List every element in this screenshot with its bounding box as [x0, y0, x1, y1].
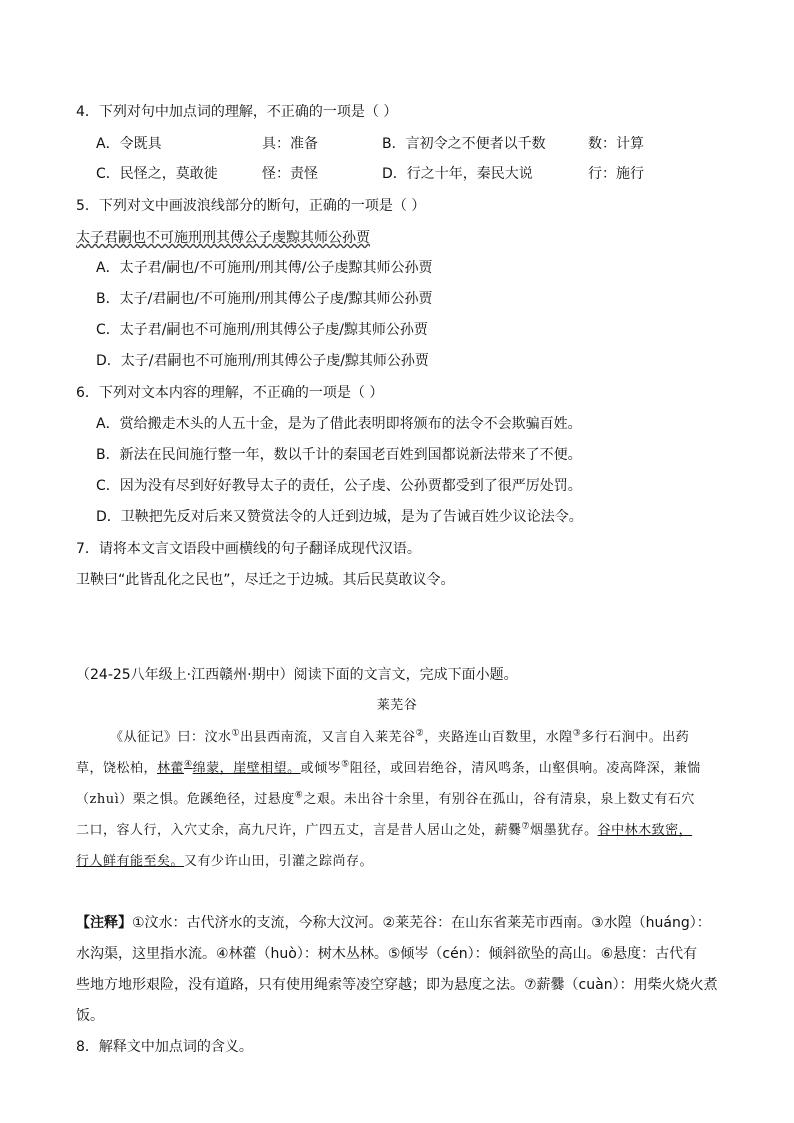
q7-sentence: 卫鞅曰“此皆乱化之民也”，尽迁之于边城。其后民莫敢议令。	[76, 572, 455, 588]
q4-option-c-gloss: 怪：责怪	[262, 166, 318, 182]
footnote-marker: ⑥	[294, 790, 304, 801]
footnote-marker: ⑤	[341, 759, 350, 770]
passage-text: ，夹路连山百数里，水隍	[424, 730, 573, 745]
notes-line-1	[76, 913, 711, 933]
q6-option-c: C．因为没有尽到好好教导太子的责任，公子虔、公孙贾都受到了很严厉处罚。	[96, 478, 582, 494]
passage-text: 多行石涧中。出药	[581, 730, 690, 745]
q5-option-d: D．太子/君嗣也不可施刑/刑其傅公子虔/黥其师公孙贾	[96, 353, 429, 369]
footnote-marker: ⑦	[521, 821, 531, 832]
passage-title: 莱芜谷	[376, 698, 418, 713]
footnote-marker: ①	[231, 728, 241, 739]
passage-text: 出县西南流，又言自入莱芜谷	[240, 730, 416, 745]
underlined-sentence: 林藿	[157, 761, 185, 776]
q5-option-a: A．太子君/嗣也/不可施刑/刑其傅/公子虔黥其师公孙贾	[96, 260, 433, 276]
passage-text: 烟墨犹存。	[530, 823, 598, 838]
passage-line-2	[76, 759, 701, 779]
passage-text: 或倾岑	[300, 761, 342, 776]
passage-intro: （24-25八年级上·江西赣州·期中）阅读下面的文言文，完成下面小题。	[76, 667, 518, 683]
footnote-marker: ③	[572, 728, 582, 739]
notes-label: 【注释】	[76, 915, 132, 931]
passage-line-5	[76, 852, 373, 872]
passage-line-4	[76, 821, 692, 841]
q6-option-d: D．卫鞅把先反对后来又赞赏法令的人迁到边城，是为了告诫百姓少议论法令。	[96, 509, 583, 525]
notes-line-4: 饭。	[76, 1008, 104, 1024]
q4-option-a-gloss: 具：准备	[262, 136, 318, 152]
q4-option-a: A．令既具	[96, 136, 162, 152]
notes-line-2: 水沟渠，这里指水流。④林藿（huò）：树木丛林。⑤倾岑（cén）：倾斜欲坠的高山。⑥悬度：古代有	[76, 946, 698, 962]
passage-text: 草，饶松柏，	[76, 761, 158, 776]
q5-stem: 5．下列对文中画波浪线部分的断句，正确的一项是（ ）	[76, 198, 426, 214]
passage-text: 阻径，或回岩绝谷，清风鸣条，山壑俱响。凌高降深，兼惴	[349, 761, 701, 776]
q5-option-c: C．太子君/嗣也不可施刑/刑其傅公子虔/黥其师公孙贾	[96, 322, 428, 338]
q4-option-c: C．民怪之，莫敢徙	[96, 166, 218, 182]
passage-text: 二口，容人行，入穴丈余，高九尺许，广四五丈，言是昔人居山之处，薪爨	[76, 823, 522, 838]
footnote-marker: ④	[184, 759, 193, 770]
notes-text-1: ①汶水：古代济水的支流，今称大汶河。②莱芜谷：在山东省莱芜市西南。③水隍（huáng）：	[132, 915, 711, 931]
underlined-sentence: 谷中林木致密，	[597, 823, 693, 838]
q6-stem: 6．下列对文本内容的理解，不正确的一项是（ ）	[76, 385, 384, 401]
q4-stem: 4．下列对句中加点词的理解，不正确的一项是（ ）	[76, 104, 398, 120]
q4-option-b-gloss: 数：计算	[588, 136, 644, 152]
q6-option-a: A．赏给搬走木头的人五十金，是为了借此表明即将颁布的法令不会欺骗百姓。	[96, 416, 582, 432]
q5-sentence: 太子君嗣也不可施刑刑其傅公子虔黥其师公孙贾	[76, 230, 370, 246]
q8-stem: 8．解释文中加点词的含义。	[76, 1039, 253, 1055]
underlined-sentence: 行人鲜有能至矣。	[76, 854, 185, 869]
underlined-sentence: 绵蒙，崖壁相望。	[192, 761, 301, 776]
passage-line-3	[76, 790, 695, 810]
q6-option-b: B．新法在民间施行整一年，数以千计的秦国老百姓到国都说新法带来了不便。	[96, 447, 582, 463]
q4-option-d-gloss: 行：施行	[588, 166, 644, 182]
passage-text: 又有少许山田，引灌之踪尚存。	[184, 854, 374, 869]
passage-text: 之艰。未出谷十余里，有别谷在孤山，谷有清泉，泉上数丈有石穴	[303, 792, 695, 807]
notes-line-3: 些地方地形艰险，没有道路，只有使用绳索等凌空穿越；即为悬度之法。⑦薪爨（cuàn）：用柴火烧火煮	[76, 977, 718, 993]
passage-text: （zhuì）栗之惧。危蹊绝径，过悬度	[76, 792, 295, 807]
passage-text: 《从征记》曰：汶水	[110, 730, 232, 745]
passage-line-1	[110, 728, 689, 748]
q5-option-b: B．太子/君嗣也/不可施刑/刑其傅公子虔/黥其师公孙贾	[96, 291, 433, 307]
q7-stem: 7．请将本文言文语段中画横线的句子翻译成现代汉语。	[76, 541, 421, 557]
q4-option-d: D．行之十年，秦民大说	[382, 166, 533, 182]
footnote-marker: ②	[415, 728, 425, 739]
q4-option-b: B．言初令之不便者以千数	[382, 136, 546, 152]
